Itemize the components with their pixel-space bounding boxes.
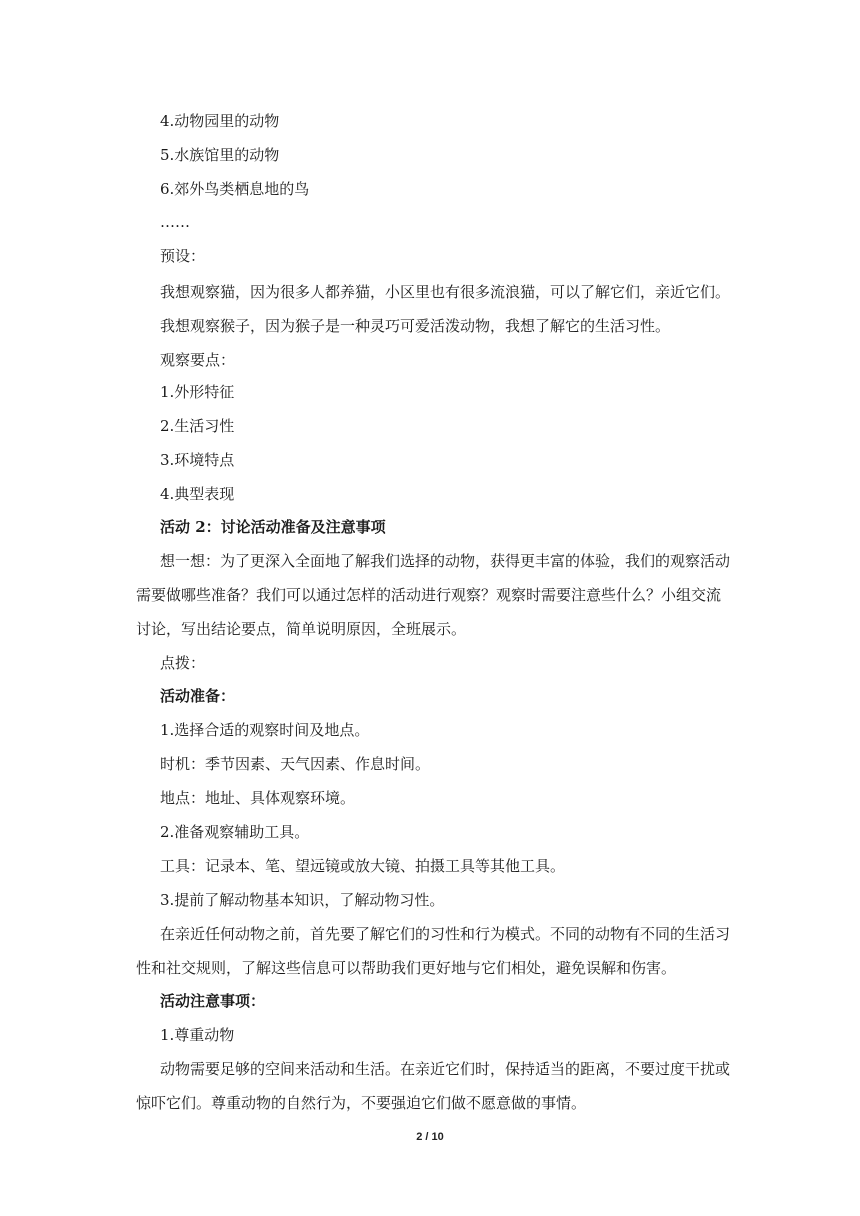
think-paragraph-line-2: 需要做哪些准备？我们可以通过怎样的活动进行观察？观察时需要注意些什么？小组交流 bbox=[136, 586, 722, 604]
paragraph-cat: 我想观察猫，因为很多人都养猫，小区里也有很多流浪猫，可以了解它们，亲近它们。 bbox=[160, 283, 731, 301]
respect-paragraph-line-1: 动物需要足够的空间来活动和生活。在亲近它们时，保持适当的距离，不要过度干扰或 bbox=[160, 1060, 731, 1078]
point-behavior: 4.典型表现 bbox=[160, 485, 235, 503]
point-appearance: 1.外形特征 bbox=[160, 383, 235, 401]
list-item-birds: 6.郊外鸟类栖息地的鸟 bbox=[160, 180, 310, 198]
preset-heading: 预设： bbox=[160, 247, 206, 265]
notes-heading: 活动注意事项： bbox=[160, 992, 266, 1010]
hint-heading: 点拨： bbox=[160, 654, 206, 672]
prep-item-tools: 2.准备观察辅助工具。 bbox=[160, 823, 310, 841]
think-paragraph-line-3: 讨论，写出结论要点，简单说明原因，全班展示。 bbox=[136, 620, 467, 638]
ellipsis: …… bbox=[160, 213, 190, 231]
activity-2-heading: 活动 2：讨论活动准备及注意事项 bbox=[160, 518, 386, 536]
prep-location: 地点：地址、具体观察环境。 bbox=[160, 789, 356, 807]
point-habits: 2.生活习性 bbox=[160, 417, 235, 435]
think-paragraph-line-1: 想一想：为了更深入全面地了解我们选择的动物，获得更丰富的体验，我们的观察活动 bbox=[160, 552, 731, 570]
observation-points-heading: 观察要点： bbox=[160, 351, 236, 369]
page-number: 2 / 10 bbox=[416, 1131, 444, 1143]
list-item-aquarium: 5.水族馆里的动物 bbox=[160, 146, 280, 164]
note-respect-animals: 1.尊重动物 bbox=[160, 1026, 235, 1044]
list-item-zoo: 4.动物园里的动物 bbox=[160, 112, 280, 130]
paragraph-monkey: 我想观察猴子，因为猴子是一种灵巧可爱活泼动物，我想了解它的生活习性。 bbox=[160, 317, 671, 335]
prep-item-knowledge: 3.提前了解动物基本知识，了解动物习性。 bbox=[160, 891, 445, 909]
respect-paragraph-line-2: 惊吓它们。尊重动物的自然行为，不要强迫它们做不愿意做的事情。 bbox=[136, 1094, 587, 1112]
prep-timing: 时机：季节因素、天气因素、作息时间。 bbox=[160, 755, 431, 773]
knowledge-paragraph-line-2: 性和社交规则，了解这些信息可以帮助我们更好地与它们相处，避免误解和伤害。 bbox=[136, 959, 677, 977]
knowledge-paragraph-line-1: 在亲近任何动物之前，首先要了解它们的习性和行为模式。不同的动物有不同的生活习 bbox=[160, 925, 731, 943]
preparation-heading: 活动准备： bbox=[160, 687, 236, 705]
point-environment: 3.环境特点 bbox=[160, 451, 235, 469]
prep-tools-list: 工具：记录本、笔、望远镜或放大镜、拍摄工具等其他工具。 bbox=[160, 857, 566, 875]
prep-item-time-place: 1.选择合适的观察时间及地点。 bbox=[160, 721, 370, 739]
